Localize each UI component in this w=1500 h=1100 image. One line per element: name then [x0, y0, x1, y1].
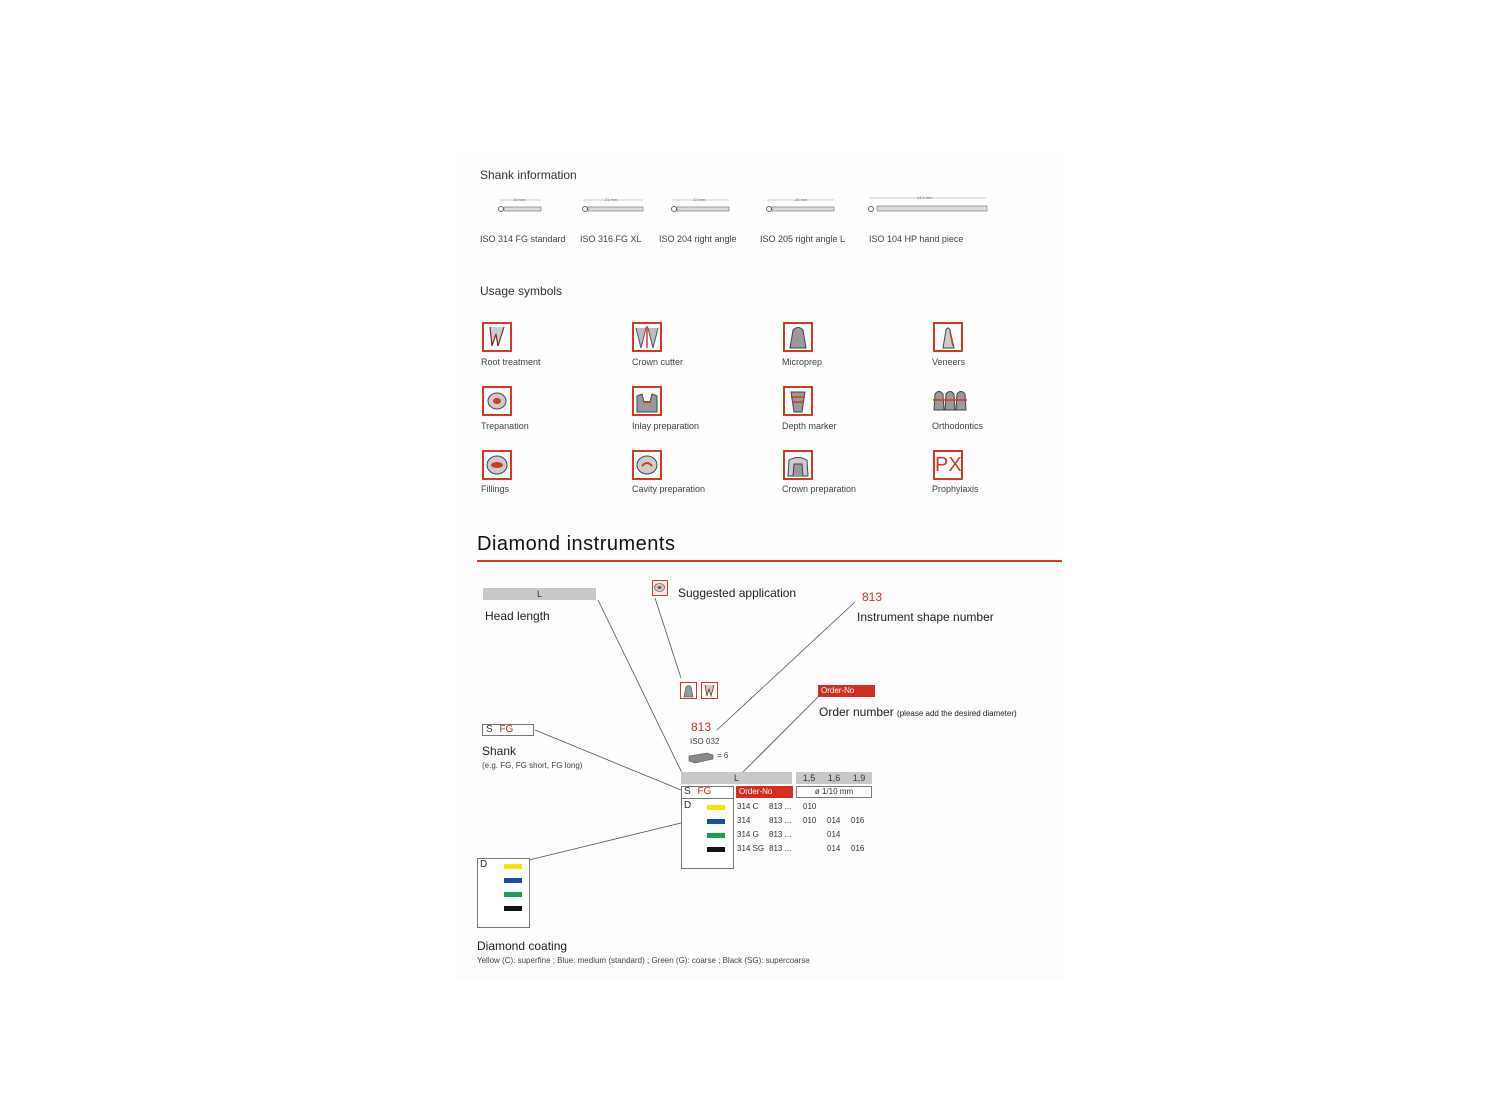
microprep-small-icon [680, 682, 697, 699]
pack-quantity: = 6 [717, 751, 729, 760]
shank-label: Shank [482, 744, 517, 758]
table-s: S [684, 786, 691, 797]
coating-d: D [480, 859, 488, 870]
usage-label-trepanation: Trepanation [481, 421, 529, 431]
row-val: 010 [803, 802, 817, 811]
shape-number-label: Instrument shape number [857, 610, 994, 624]
shank-104-label: ISO 104 HP hand piece [869, 234, 964, 244]
row-shape: 813 ... [769, 830, 792, 839]
table-row [737, 802, 851, 811]
row-code: 314 C [737, 802, 759, 811]
usage-label-cavity-preparation: Cavity preparation [632, 484, 706, 494]
row-val: 014 [827, 844, 841, 853]
table-order-header: Order-No [736, 786, 793, 798]
shank-204-label: ISO 204 right angle [659, 234, 737, 244]
head-length-tag: L [483, 588, 596, 600]
root-treatment-small-icon [701, 682, 718, 699]
size-1: 1,5 [802, 773, 816, 783]
row-val: 010 [803, 816, 817, 825]
callout-lines [455, 150, 1065, 980]
shank-tag-s: S [486, 724, 493, 735]
example-iso: ISO 032 [690, 737, 720, 746]
order-number-tag: Order-No [818, 685, 875, 697]
shank-204-dim: 22 mm [693, 197, 706, 202]
row-shape: 813 ... [769, 844, 792, 853]
order-number-label [819, 705, 1017, 719]
coating-yellow-swatch [504, 864, 522, 869]
table-diameter-header: ø 1/10 mm [796, 786, 872, 798]
table-row [737, 816, 864, 825]
shank-316-dim: 21 mm [605, 197, 618, 202]
coating-green-swatch [504, 892, 522, 897]
shank-note: (e.g. FG, FG short, FG long) [482, 761, 583, 770]
row-shape: 813 ... [769, 802, 792, 811]
coating-label: Diamond coating [477, 939, 568, 953]
usage-label-root-treatment: Root treatment [481, 357, 541, 367]
row-code: 314 G [737, 830, 759, 839]
green-swatch [707, 833, 725, 838]
row-code: 314 [737, 816, 751, 825]
shank-314-label: ISO 314 FG standard [480, 234, 566, 244]
black-swatch [707, 847, 725, 852]
head-length-label: Head length [485, 609, 550, 623]
table-fg: FG [697, 786, 712, 797]
row-val: 016 [851, 844, 865, 853]
coating-black-swatch [504, 906, 522, 911]
yellow-swatch [707, 805, 725, 810]
usage-label-inlay-preparation: Inlay preparation [632, 421, 700, 431]
diamond-section-title: Diamond instruments [477, 533, 676, 555]
usage-label-prophylaxis: Prophylaxis [932, 484, 979, 494]
coating-note: Yellow (C): superfine ; Blue: medium (standard) ; Green (G): coarse ; Black (SG): supercoarse [477, 956, 810, 965]
table-row [737, 830, 851, 839]
table-l-header: L [681, 772, 792, 784]
row-val: 014 [827, 830, 841, 839]
size-2: 1,6 [827, 773, 841, 783]
order-number-note: (please add the desired diameter) [897, 709, 1017, 718]
usage-label-depth-marker: Depth marker [782, 421, 837, 431]
usage-label-crown-cutter: Crown cutter [632, 357, 684, 367]
order-number-text: Order number [819, 705, 894, 719]
table-divider [681, 798, 734, 799]
usage-label-crown-preparation: Crown preparation [782, 484, 857, 494]
table-shank-cell [684, 786, 711, 797]
shank-205-dim: 26 mm [795, 197, 808, 202]
suggested-application-icon [652, 580, 668, 596]
size-3: 1,9 [852, 773, 866, 783]
shank-316-label: ISO 316 FG XL [580, 234, 642, 244]
usage-label-orthodontics: Orthodontics [932, 421, 984, 431]
shape-number-value: 813 [862, 590, 883, 604]
shank-tag [482, 724, 534, 736]
row-val: 016 [851, 816, 865, 825]
usage-section-title: Usage symbols [480, 284, 563, 298]
prophylaxis-icon: PX [933, 450, 963, 480]
usage-label-veneers: Veneers [932, 357, 966, 367]
row-code: 314 SG [737, 844, 765, 853]
shank-205-label: ISO 205 right angle L [760, 234, 846, 244]
shank-section-title: Shank information [480, 168, 577, 182]
row-shape: 813 ... [769, 816, 792, 825]
shank-tag-fg: FG [499, 724, 514, 735]
example-shape-number: 813 [691, 720, 712, 734]
shank-314-dim: 16 mm [513, 197, 526, 202]
usage-label-fillings: Fillings [481, 484, 510, 494]
pack-icon [687, 750, 717, 764]
table-d: D [684, 800, 692, 811]
table-sizes-header [796, 772, 872, 784]
row-val: 014 [827, 816, 841, 825]
blue-swatch [707, 819, 725, 824]
usage-label-microprep: Microprep [782, 357, 823, 367]
catalog-page [455, 150, 1065, 980]
suggested-application-label: Suggested application [678, 586, 797, 600]
coating-blue-swatch [504, 878, 522, 883]
table-row [737, 844, 864, 853]
shank-104-dim: 44,5 mm [917, 195, 933, 200]
